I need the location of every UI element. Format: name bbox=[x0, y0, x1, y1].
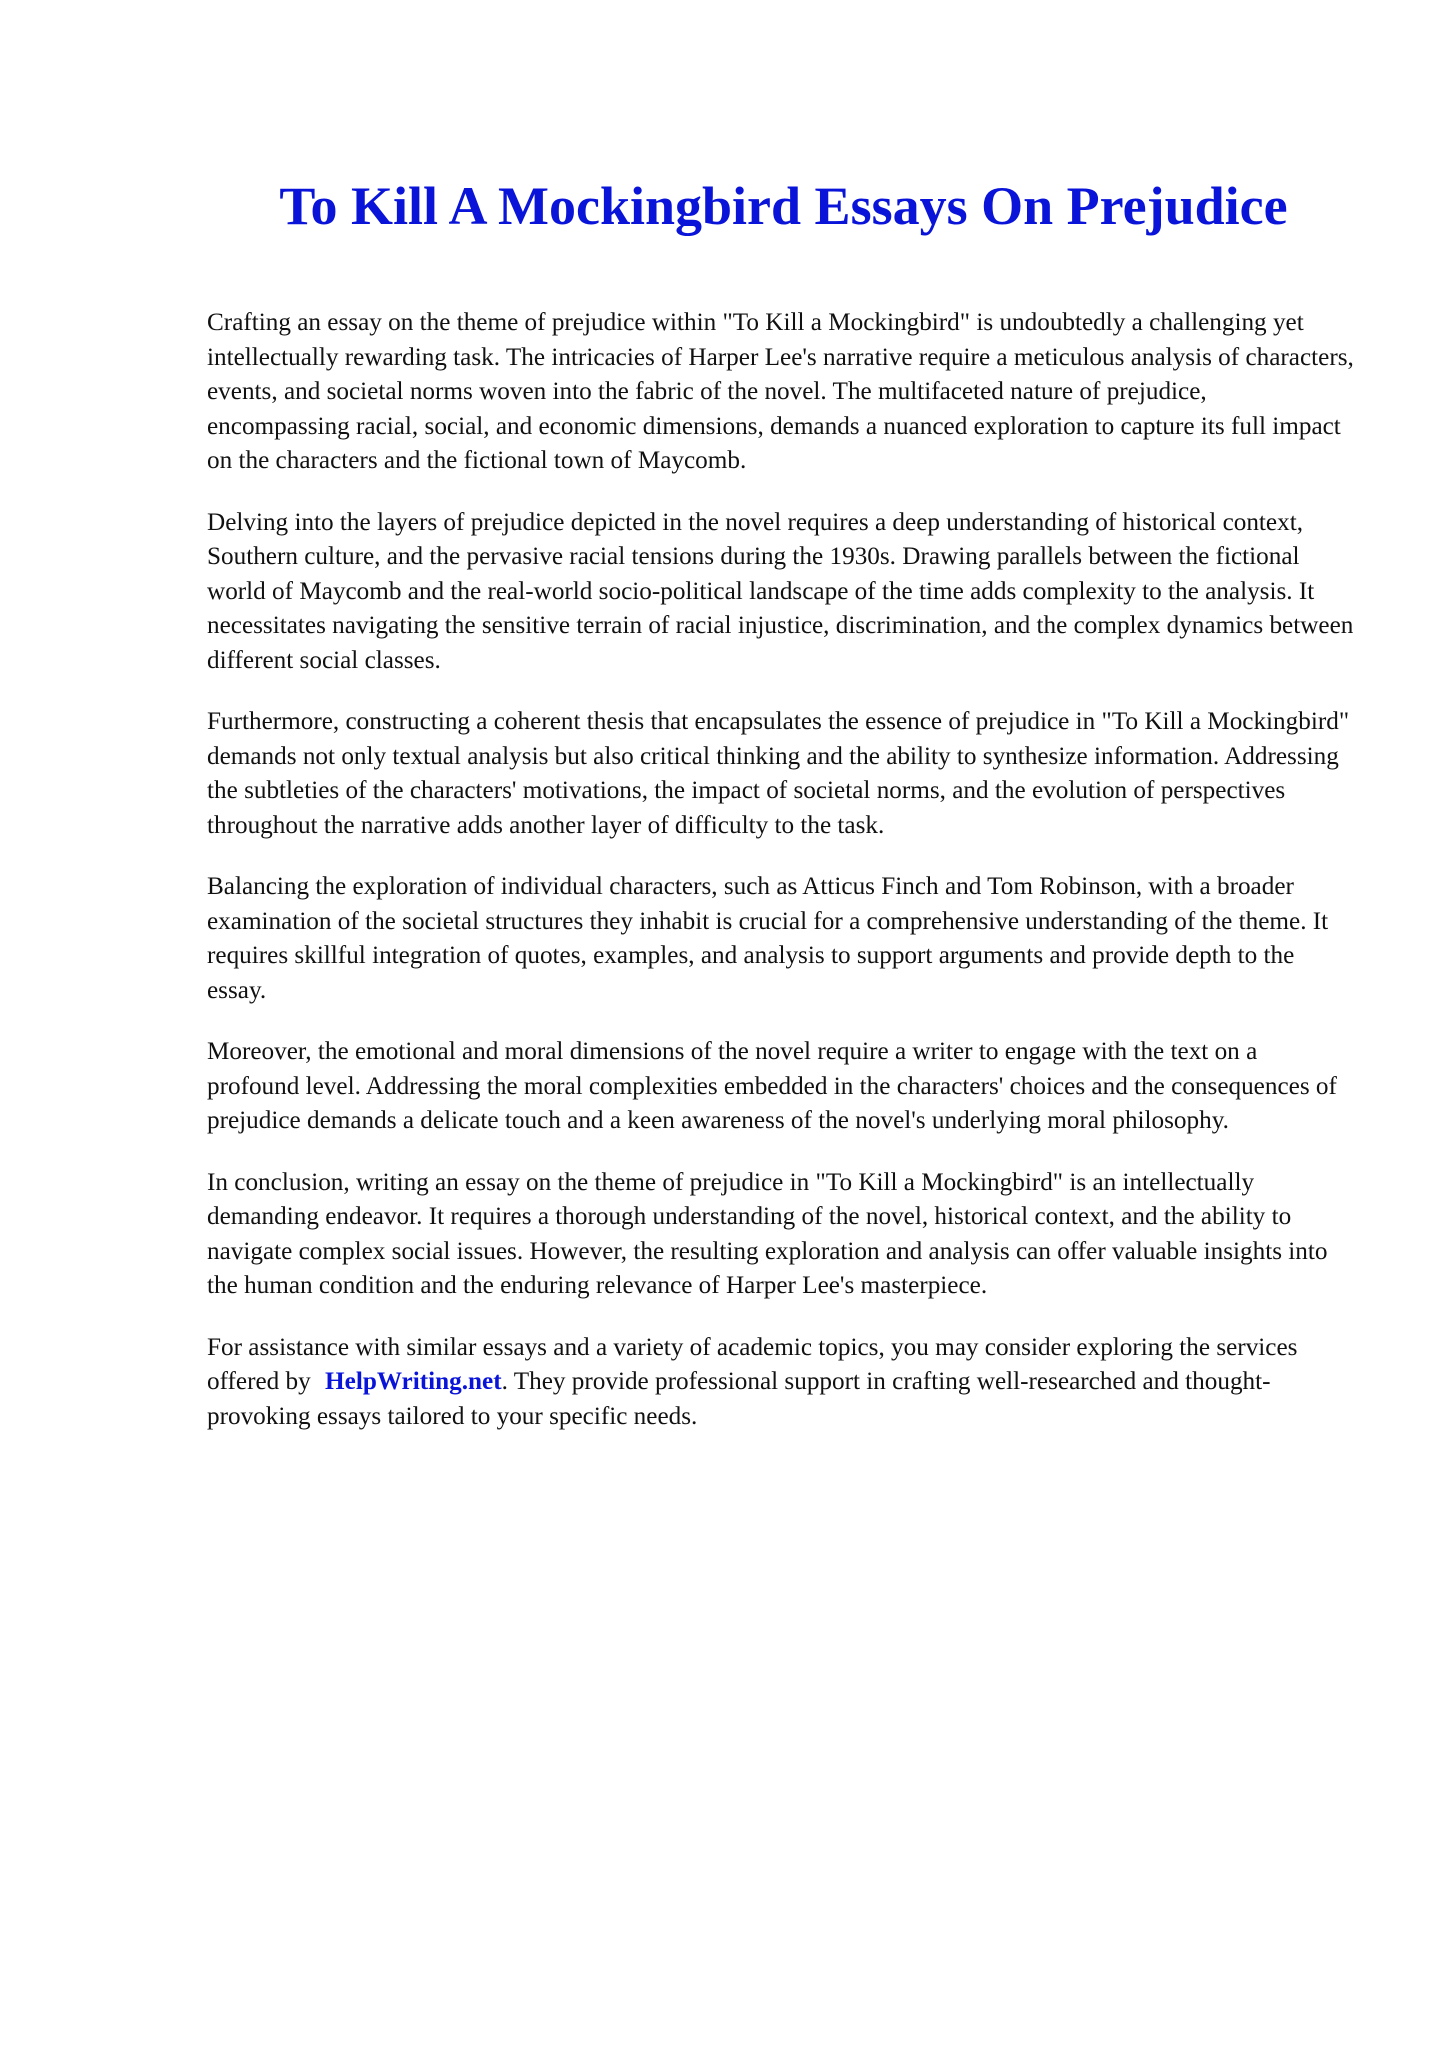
paragraph-characters: Balancing the exploration of individual characters, such as Atticus Finch and Tom Robinson, with a broader examination of the societal structures they inhabit is crucial for a comprehensive understanding of the theme. It requires skillful integration of quotes, examples, and analysis to support arguments and provide depth to the essay. bbox=[207, 873, 1329, 1004]
paragraph-closing bbox=[207, 1331, 1355, 1435]
document-title: To Kill A Mockingbird Essays On Prejudice bbox=[279, 176, 1288, 236]
paragraph-intro: Crafting an essay on the theme of prejudice within "To Kill a Mockingbird" is undoubtedly a challenging yet intellectually rewarding task. The intricacies of Harper Lee's narrative require a meticulous analysis of characters, events, and societal norms woven into the fabric of the novel. The multifaceted nature of prejudice, encompassing racial, social, and economic dimensions, demands a nuanced exploration to capture its full impact on the characters and the fictional town of Maycomb. bbox=[207, 309, 1354, 474]
helpwriting-link[interactable]: HelpWriting.net bbox=[325, 1368, 502, 1395]
paragraph-moral-dimensions: Moreover, the emotional and moral dimensions of the novel require a writer to engage with the text on a profound level. Addressing the moral complexities embedded in the characters' choices and the consequences of prejudice demands a delicate touch and a keen awareness of the novel's underlying moral philosophy. bbox=[207, 1038, 1337, 1134]
closing-text-before-link: For assistance with similar essays and a variety of academic topics, you may consider exploring the services offered by bbox=[207, 1333, 1298, 1395]
paragraph-thesis: Furthermore, constructing a coherent thesis that encapsulates the essence of prejudice in "To Kill a Mockingbird" demands not only textual analysis but also critical thinking and the ability to synthesize information. Addressing the subtleties of the characters' motivations, the impact of societal norms, and the evolution of perspectives throughout the narrative adds another layer of difficulty to the task. bbox=[207, 708, 1350, 839]
paragraph-conclusion: In conclusion, writing an essay on the theme of prejudice in "To Kill a Mockingbird" is an intellectually demanding endeavor. It requires a thorough understanding of the novel, historical context, and the ability to navigate complex social issues. However, the resulting exploration and analysis can offer valuable insights into the human condition and the enduring relevance of Harper Lee's masterpiece. bbox=[207, 1168, 1328, 1299]
paragraph-historical-context: Delving into the layers of prejudice depicted in the novel requires a deep understanding of historical context, Southern culture, and the pervasive racial tensions during the 1930s. Drawing parallels between the fictional world of Maycomb and the real-world socio-political landscape of the time adds complexity to the analysis. It necessitates navigating the sensitive terrain of racial injustice, discrimination, and the complex dynamics between different social classes. bbox=[207, 508, 1354, 674]
closing-text-after-link: . They provide professional support in crafting well-researched and thought-provoking essays tailored to your specific needs. bbox=[207, 1368, 1271, 1430]
document-body bbox=[207, 306, 1355, 1461]
